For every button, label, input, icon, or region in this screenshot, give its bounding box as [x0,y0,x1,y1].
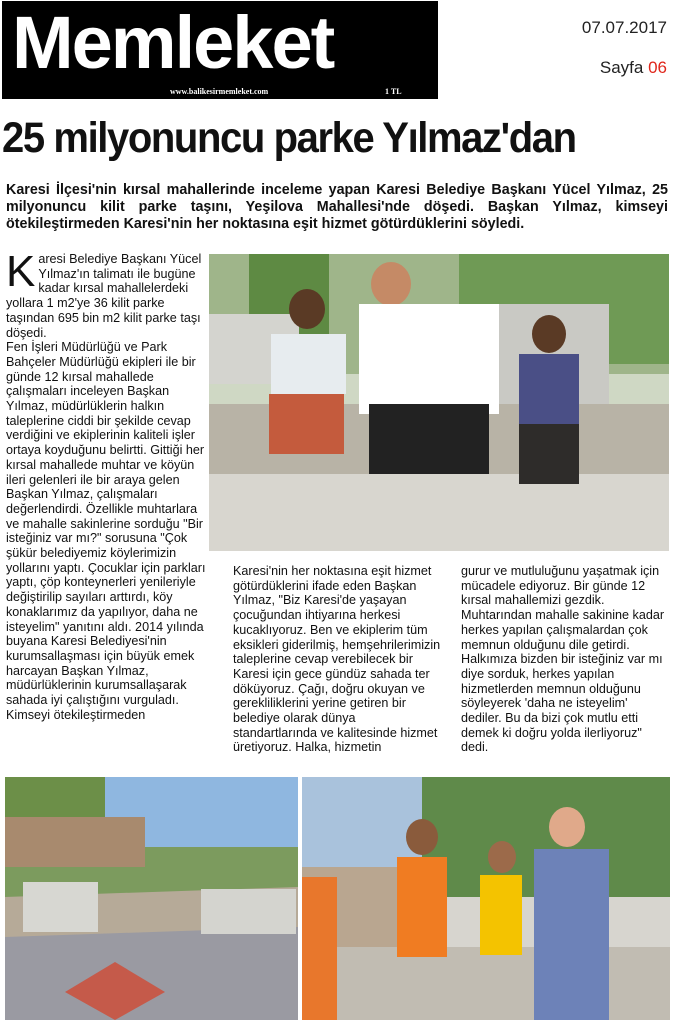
page-indicator [600,58,667,78]
column-1-intro: aresi Belediye Başkanı Yücel Yılmaz'ın talimatı ile bugüne kadar kırsal mahallelerdeki yollara 1 m2'ye 36 kilit parke taşından 695 bin m2 kilit parke taşı döşedi. [6,252,202,340]
column-1-body: Fen İşleri Müdürlüğü ve Park Bahçeler Müdürlüğü ekipleri ile bir günde 12 kırsal mahallede çalışmaları inceleyen Başkan Yılmaz, müdürlüklerin halkın taleplerine ciddi bir şekilde cevap verdiğini ve ekiplerinin kaliteli işler ortaya koyduğunu belirtti. Gittiği her kırsal mahallede muhtar ve köyün ileri gelenleri ile bir araya gelen Başkan Yılmaz, çalışmaları değerlendirdi. Özellikle muhtarlara ve mahalle sakinlerine sorduğu "Bir isteğiniz var mı?" sorusuna "Çok şükür belediyemiz köylerimizin yollarını yaptı. Çocuklar için parkları yaptı, çöp konteynerleri yenileriyle değiştirilip sayıları arttırdı, köy konaklarımız da yapılıyor, daha ne isteyelim" yanıtını aldı. 2014 yılında buyana Karesi Belediyesi'nin kurumsallaşması için büyük emek harcayan Başkan Yılmaz, müdürlüklerinin kurumsallaşarak sahada iyi çalıştığını vurguladı. [6,340,206,708]
masthead-url: www.balikesirmemleket.com [170,87,269,96]
article-lead: Karesi İlçesi'nin kırsal mahallerinde inceleme yapan Karesi Belediye Başkanı Yücel Yılmaz, 25 milyonuncu kilit parke taşını, Yeşilova Mahallesi'nde döşedi. Başkan Yılmaz, kimseyi ötekileştirmeden Karesi'nin her noktasına eşit hizmet götürdüklerini söyledi. [6,182,668,232]
masthead-price: 1 TL [385,87,402,96]
article-column-1 [6,247,212,723]
main-photo [209,254,669,551]
article-column-3 [461,564,669,755]
masthead [2,1,438,99]
column-2-body: Karesi'nin her noktasına eşit hizmet götürdüklerini ifade eden Başkan Yılmaz, "Biz Karesi'de yaşayan çocuğundan ihtiyarına herkesi kucaklıyoruz. Ben ve ekiplerim tüm eksikleri giderilmiş, hemşehrilerimizin taleplerine cevap verebilecek bir Karesi için gece gündüz sahada ter döküyoruz. Çağı, doğru okuyan ve gerekliliklerini yerine getiren bir belediye olarak dünya standartlarında ve kalitesinde hizmet üretiyoruz. Halka, hizmetin [233,564,441,755]
newspaper-logo: Memleket [12,1,334,84]
column-1-subhead: Kimseyi ötekileştirmeden [6,707,146,722]
article-headline: 25 milyonuncu parke Yılmaz'dan [2,114,576,162]
road-photo [5,777,298,1020]
page-number: 06 [648,58,667,77]
drop-cap: K [6,247,36,296]
article-column-2 [233,564,441,755]
issue-date: 07.07.2017 [581,18,667,37]
workers-photo [302,777,670,1020]
page-label: Sayfa [599,58,644,77]
column-3-body: gurur ve mutluluğunu yaşatmak için mücadele ediyoruz. Bir günde 12 kırsal mahallemizi gezdik. Muhtarından mahalle sakinine kadar herkes yapılan çalışmalardan çok memnun olduğunu dile getirdi. Halkımıza bizden bir isteğiniz var mı diye sorduk, herkes yapılan hizmetlerden memnun olduğunu söyleyerek 'daha ne isteyelim' dediler. Bu da bizi çok mutlu etti demek ki doğru yolda ilerliyoruz" dedi. [461,564,665,755]
